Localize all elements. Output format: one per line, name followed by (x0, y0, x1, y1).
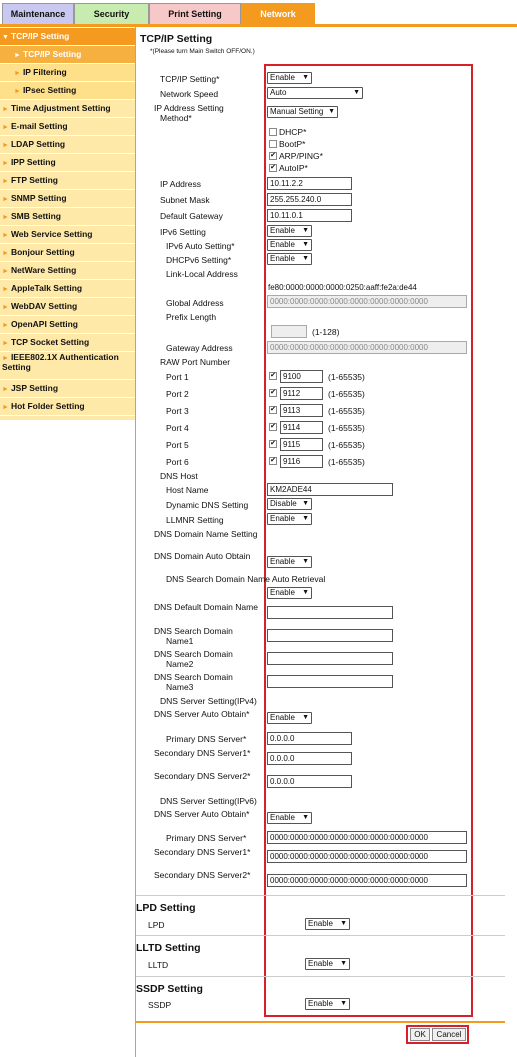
chevron-down-icon: ▼ (302, 814, 309, 821)
port3-range: (1-65535) (328, 406, 365, 416)
dns-domain-auto-label: DNS Domain Auto Obtain (154, 551, 251, 561)
triangle-right-icon: ► (2, 196, 9, 203)
sidebar-item-email[interactable]: ► E-mail Setting (0, 118, 135, 136)
dynamic-dns-label: Dynamic DNS Setting (166, 500, 249, 510)
triangle-right-icon: ► (2, 268, 9, 275)
dns-search-auto-label: DNS Search Domain Name Auto Retrieval (166, 574, 326, 584)
port2-label: Port 2 (166, 389, 189, 399)
primary-dns-ipv4-label: Primary DNS Server* (166, 734, 247, 744)
dns-search-domain1-label: DNS Search Domain Name1 (154, 626, 233, 646)
chevron-down-icon: ▼ (302, 500, 309, 507)
dns-search-domain2-label: DNS Search Domain Name2 (154, 649, 233, 669)
cancel-button[interactable]: Cancel (432, 1028, 466, 1041)
secondary-dns2-ipv6-label: Secondary DNS Server2* (154, 870, 251, 880)
llmnr-select[interactable]: Enable ▼ (267, 513, 312, 525)
autoip-label: AutoIP* (279, 163, 308, 173)
dns-domain-setting-label: DNS Domain Name Setting (154, 529, 258, 539)
tab-print-setting[interactable]: Print Setting (149, 3, 241, 24)
divider (136, 935, 505, 936)
ssdp-section-title: SSDP Setting (136, 983, 203, 995)
tcpip-setting-label: TCP/IP Setting* (160, 74, 220, 84)
dns-server-auto-ipv6-select[interactable]: Enable ▼ (267, 812, 312, 824)
ipv6-auto-setting-select[interactable]: Enable ▼ (267, 239, 312, 251)
ipv6-auto-setting-label: IPv6 Auto Setting* (166, 241, 235, 251)
llmnr-label: LLMNR Setting (166, 515, 224, 525)
sidebar-item-ldap[interactable]: ► LDAP Setting (0, 136, 135, 154)
port4-label: Port 4 (166, 423, 189, 433)
ip-setting-method-select[interactable]: Manual Setting ▼ (267, 106, 338, 118)
global-address-label: Global Address (166, 298, 224, 308)
port3-label: Port 3 (166, 406, 189, 416)
lpd-section-title: LPD Setting (136, 902, 196, 914)
sidebar-item-ipfilter[interactable]: ► IP Filtering (0, 64, 135, 82)
port1-range: (1-65535) (328, 372, 365, 382)
port2-range: (1-65535) (328, 389, 365, 399)
secondary-dns1-ipv4-input[interactable]: 0.0.0.0 (267, 752, 352, 765)
lltd-select[interactable]: Enable ▼ (305, 958, 350, 970)
port6-checkbox[interactable]: ✔ (270, 457, 276, 464)
port6-input[interactable]: 9116 (280, 455, 323, 468)
port1-label: Port 1 (166, 372, 189, 382)
ip-address-label: IP Address (160, 179, 201, 189)
port2-input[interactable]: 9112 (280, 387, 323, 400)
triangle-right-icon: ► (2, 304, 9, 311)
lltd-section-title: LLTD Setting (136, 942, 201, 954)
triangle-right-icon: ► (2, 322, 9, 329)
global-address-input[interactable]: 0000:0000:0000:0000:0000:0000:0000:0000 (267, 295, 467, 308)
ip-address-input[interactable]: 10.11.2.2 (267, 177, 352, 190)
dns-server-auto-ipv6-label: DNS Server Auto Obtain* (154, 809, 250, 819)
sidebar-item-smb[interactable]: ► SMB Setting (0, 208, 135, 226)
page-title: TCP/IP Setting (140, 33, 213, 45)
sidebar-item-tcpip[interactable]: ▼ TCP/IP Setting (0, 28, 135, 46)
triangle-right-icon: ► (2, 214, 9, 221)
tab-network[interactable]: Network (241, 3, 315, 24)
sidebar (0, 27, 136, 1057)
triangle-right-icon: ► (14, 88, 21, 95)
dns-search-auto-select[interactable]: Enable ▼ (267, 587, 312, 599)
chevron-down-icon: ▼ (328, 108, 335, 115)
chevron-down-icon: ▼ (302, 227, 309, 234)
dhcpv6-setting-select[interactable]: Enable ▼ (267, 253, 312, 265)
host-name-label: Host Name (166, 485, 209, 495)
triangle-right-icon: ► (2, 232, 9, 239)
ipv6-setting-label: IPv6 Setting (160, 227, 206, 237)
secondary-dns1-ipv4-label: Secondary DNS Server1* (154, 748, 251, 758)
lpd-label: LPD (148, 920, 165, 930)
divider (136, 895, 505, 896)
chevron-down-icon: ▼ (340, 1000, 347, 1007)
chevron-down-icon: ▼ (302, 515, 309, 522)
sidebar-item-openapi[interactable]: ► OpenAPI Setting (0, 316, 135, 334)
port5-input[interactable]: 9115 (280, 438, 323, 451)
dns-search-domain3-label: DNS Search Domain Name3 (154, 672, 233, 692)
dhcpv6-setting-label: DHCPv6 Setting* (166, 255, 232, 265)
dynamic-dns-select[interactable]: Disable ▼ (267, 498, 312, 510)
chevron-down-icon: ▼ (302, 241, 309, 248)
secondary-dns2-ipv4-input[interactable]: 0.0.0.0 (267, 775, 352, 788)
triangle-right-icon: ► (2, 355, 9, 362)
chevron-down-icon: ▼ (302, 589, 309, 596)
ok-button[interactable]: OK (410, 1028, 430, 1041)
chevron-down-icon: ▼ (302, 74, 309, 81)
port4-range: (1-65535) (328, 423, 365, 433)
triangle-right-icon: ► (2, 160, 9, 167)
sidebar-item-ieee8021x[interactable]: ► IEEE802.1X Authentication Setting (0, 352, 135, 380)
primary-dns-ipv6-label: Primary DNS Server* (166, 833, 247, 843)
secondary-dns1-ipv6-label: Secondary DNS Server1* (154, 847, 251, 857)
prefix-range-label: (1-128) (312, 327, 340, 337)
sidebar-item-tcpip-sub[interactable]: ► TCP/IP Setting (0, 46, 135, 64)
chevron-down-icon: ▼ (302, 558, 309, 565)
port3-input[interactable]: 9113 (280, 404, 323, 417)
chevron-down-icon: ▼ (340, 960, 347, 967)
sidebar-item-ipp[interactable]: ► IPP Setting (0, 154, 135, 172)
tcpip-setting-select[interactable]: Enable ▼ (267, 72, 312, 84)
dns-server-auto-ipv4-label: DNS Server Auto Obtain* (154, 709, 250, 719)
arp-ping-checkbox[interactable]: ✔ (270, 152, 276, 159)
sidebar-item-bonjour[interactable]: ► Bonjour Setting (0, 244, 135, 262)
triangle-right-icon: ► (2, 250, 9, 257)
sidebar-item-web-service[interactable]: ► Web Service Setting (0, 226, 135, 244)
port4-checkbox[interactable]: ✔ (270, 423, 276, 430)
subnet-mask-label: Subnet Mask (160, 195, 210, 205)
port5-range: (1-65535) (328, 440, 365, 450)
network-speed-select[interactable]: Auto ▼ (267, 87, 363, 99)
chevron-down-icon: ▼ (353, 89, 360, 96)
port3-checkbox[interactable]: ✔ (270, 406, 276, 413)
host-name-input[interactable]: KM2ADE44 (267, 483, 393, 496)
autoip-checkbox[interactable]: ✔ (270, 164, 276, 171)
dns-default-domain-label: DNS Default Domain Name (154, 602, 258, 612)
prefix-length-input[interactable] (271, 325, 307, 338)
triangle-right-icon: ► (2, 286, 9, 293)
bootp-checkbox[interactable] (269, 140, 277, 148)
dns-server-auto-ipv4-select[interactable]: Enable ▼ (267, 712, 312, 724)
bootp-label: BootP* (279, 139, 306, 149)
port4-input[interactable]: 9114 (280, 421, 323, 434)
default-gateway-input[interactable]: 10.11.0.1 (267, 209, 352, 222)
footer-rule (136, 1021, 505, 1023)
triangle-right-icon: ► (14, 52, 21, 59)
triangle-right-icon: ► (14, 70, 21, 77)
primary-dns-ipv4-input[interactable]: 0.0.0.0 (267, 732, 352, 745)
port2-checkbox[interactable]: ✔ (270, 389, 276, 396)
sidebar-item-snmp[interactable]: ► SNMP Setting (0, 190, 135, 208)
sidebar-item-time[interactable]: ► Time Adjustment Setting (0, 100, 135, 118)
ssdp-select[interactable]: Enable ▼ (305, 998, 350, 1010)
sidebar-item-ipsec[interactable]: ► IPsec Setting (0, 82, 135, 100)
tab-security[interactable]: Security (74, 3, 149, 24)
lpd-select[interactable]: Enable ▼ (305, 918, 350, 930)
port5-checkbox[interactable]: ✔ (270, 440, 276, 447)
default-gateway-label: Default Gateway (160, 211, 223, 221)
dns-domain-auto-select[interactable]: Enable ▼ (267, 556, 312, 568)
sidebar-item-jsp[interactable]: ► JSP Setting (0, 380, 135, 398)
arp-ping-label: ARP/PING* (279, 151, 323, 161)
secondary-dns2-ipv6-input[interactable]: 0000:0000:0000:0000:0000:0000:0000:0000 (267, 874, 467, 887)
port1-checkbox[interactable]: ✔ (270, 372, 276, 379)
ip-setting-method-label: IP Address Setting Method* (154, 103, 224, 123)
port1-input[interactable]: 9100 (280, 370, 323, 383)
chevron-down-icon: ▼ (302, 255, 309, 262)
triangle-down-icon: ▼ (2, 34, 9, 41)
sidebar-item-webdav[interactable]: ► WebDAV Setting (0, 298, 135, 316)
triangle-right-icon: ► (2, 178, 9, 185)
secondary-dns2-ipv4-label: Secondary DNS Server2* (154, 771, 251, 781)
dns-server-ipv4-label: DNS Server Setting(IPv4) (160, 696, 257, 706)
triangle-right-icon: ► (2, 124, 9, 131)
sidebar-item-netware[interactable]: ► NetWare Setting (0, 262, 135, 280)
subnet-mask-input[interactable]: 255.255.240.0 (267, 193, 352, 206)
dns-search-domain1-input[interactable] (267, 629, 393, 642)
primary-dns-ipv6-input[interactable]: 0000:0000:0000:0000:0000:0000:0000:0000 (267, 831, 467, 844)
dns-host-label: DNS Host (160, 471, 198, 481)
triangle-right-icon: ► (2, 340, 9, 347)
port5-label: Port 5 (166, 440, 189, 450)
triangle-right-icon: ► (2, 106, 9, 113)
link-local-address-label: Link-Local Address (166, 269, 238, 279)
chevron-down-icon: ▼ (340, 920, 347, 927)
ssdp-label: SSDP (148, 1000, 172, 1010)
sidebar-item-hot-folder[interactable]: ► Hot Folder Setting (0, 398, 135, 416)
network-speed-label: Network Speed (160, 89, 219, 99)
gateway-address-label: Gateway Address (166, 343, 233, 353)
port6-range: (1-65535) (328, 457, 365, 467)
sidebar-item-appletalk[interactable]: ► AppleTalk Setting (0, 280, 135, 298)
ipv6-setting-select[interactable]: Enable ▼ (267, 225, 312, 237)
dns-default-domain-input[interactable] (267, 606, 393, 619)
raw-port-label: RAW Port Number (160, 357, 231, 367)
secondary-dns1-ipv6-input[interactable]: 0000:0000:0000:0000:0000:0000:0000:0000 (267, 850, 467, 863)
triangle-right-icon: ► (2, 386, 9, 393)
triangle-right-icon: ► (2, 142, 9, 149)
dns-search-domain3-input[interactable] (267, 675, 393, 688)
link-local-address-value: fe80:0000:0000:0000:0250:aaff:fe2a:de44 (268, 283, 417, 292)
sidebar-item-tcp-socket[interactable]: ► TCP Socket Setting (0, 334, 135, 352)
dhcp-label: DHCP* (279, 127, 307, 137)
dhcp-checkbox[interactable] (269, 128, 277, 136)
tab-bar (0, 0, 517, 27)
chevron-down-icon: ▼ (302, 714, 309, 721)
dns-server-ipv6-label: DNS Server Setting(IPv6) (160, 796, 257, 806)
triangle-right-icon: ► (2, 404, 9, 411)
gateway-address-input[interactable]: 0000:0000:0000:0000:0000:0000:0000:0000 (267, 341, 467, 354)
sidebar-bottom (0, 416, 135, 420)
prefix-length-label: Prefix Length (166, 312, 217, 322)
tab-maintenance[interactable]: Maintenance (2, 3, 74, 24)
restart-note: *(Please turn Main Switch OFF/ON.) (150, 48, 255, 55)
port6-label: Port 6 (166, 457, 189, 467)
lltd-label: LLTD (148, 960, 169, 970)
dns-search-domain2-input[interactable] (267, 652, 393, 665)
sidebar-item-ftp[interactable]: ► FTP Setting (0, 172, 135, 190)
divider (136, 976, 505, 977)
